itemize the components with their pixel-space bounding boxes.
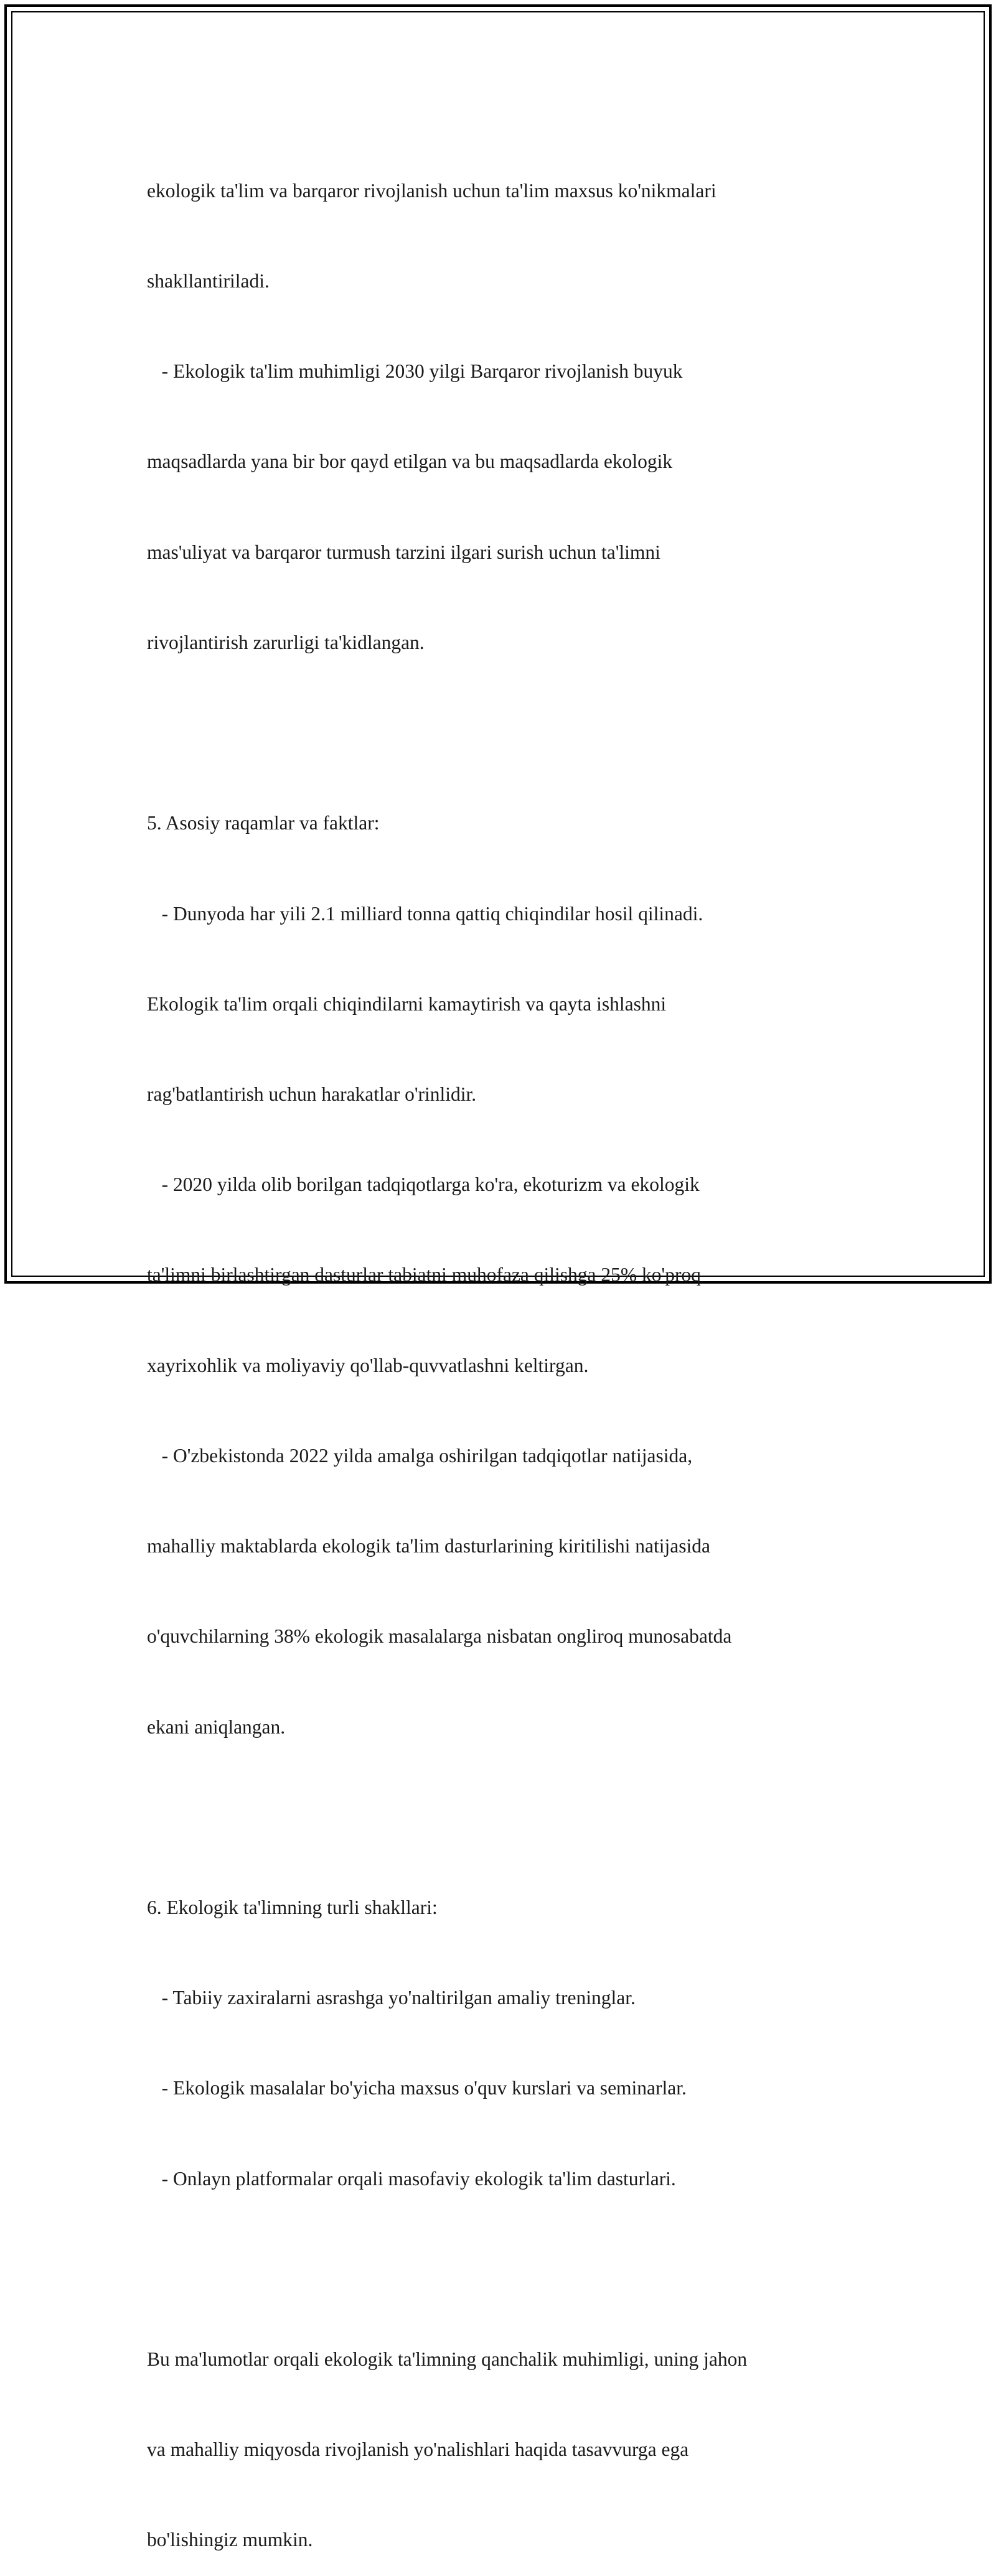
text-line: Bu ma'lumotlar orqali ekologik ta'limning qanchalik muhimligi, uning jahon	[147, 2348, 748, 2371]
text-line: rag'batlantirish uchun harakatlar o'rinlidir.	[147, 1083, 477, 1105]
blank-line	[147, 1803, 869, 1832]
text-line: - Ekologik masalalar bo'yicha maxsus o'quv kurslari va seminarlar.	[147, 2077, 687, 2099]
text-line: - Onlayn platformalar orqali masofaviy ekologik ta'lim dasturlari.	[147, 2167, 676, 2190]
text-line: ekani aniqlangan.	[147, 1715, 286, 1738]
text-line: rivojlantirish zarurligi ta'kidlangan.	[147, 631, 425, 653]
text-line: maqsadlarda yana bir bor qayd etilgan va bu maqsadlarda ekologik	[147, 450, 673, 473]
blank-line	[147, 2254, 869, 2284]
text-line: - Dunyoda har yili 2.1 milliard tonna qattiq chiqindilar hosil qilinadi.	[147, 902, 703, 925]
text-line: - Ekologik ta'lim muhimligi 2030 yilgi Barqaror rivojlanish buyuk	[147, 360, 683, 383]
text-line: bo'lishingiz mumkin.	[147, 2529, 313, 2551]
text-line: o'quvchilarning 38% ekologik masalalarga nisbatan ongliroq munosabatda	[147, 1625, 732, 1648]
text-line: - O'zbekistonda 2022 yilda amalga oshirilgan tadqiqotlar natijasida,	[147, 1444, 693, 1467]
text-line: va mahalliy miqyosda rivojlanish yo'nalishlari haqida tasavvurga ega	[147, 2438, 689, 2461]
text-line: shakllantiriladi.	[147, 270, 270, 292]
text-line: mas'uliyat va barqaror turmush tarzini ilgari surish uchun ta'limni	[147, 541, 660, 563]
text-line: xayrixohlik va moliyaviy qo'llab-quvvatlashni keltirgan.	[147, 1354, 589, 1376]
section-heading: 5. Asosiy raqamlar va faktlar:	[147, 812, 380, 834]
text-line: - 2020 yilda olib borilgan tadqiqotlarga ko'ra, ekoturizm va ekologik	[147, 1174, 700, 1196]
text-line: - Tabiiy zaxiralarni asrashga yo'naltirilgan amaliy treninglar.	[147, 1987, 636, 2009]
section-heading: 6. Ekologik ta'limning turli shakllari:	[147, 1896, 438, 1918]
text-line: Ekologik ta'lim orqali chiqindilarni kamaytirish va qayta ishlashni	[147, 992, 667, 1015]
document-body	[147, 116, 869, 2576]
text-line: ekologik ta'lim va barqaror rivojlanish uchun ta'lim maxsus ko'nikmalari	[147, 179, 716, 202]
text-line: mahalliy maktablarda ekologik ta'lim dasturlarining kiritilishi natijasida	[147, 1535, 710, 1557]
text-line: ta'limni birlashtirgan dasturlar tabiatni muhofaza qilishga 25% ko'proq	[147, 1264, 701, 1286]
blank-line	[147, 718, 869, 748]
